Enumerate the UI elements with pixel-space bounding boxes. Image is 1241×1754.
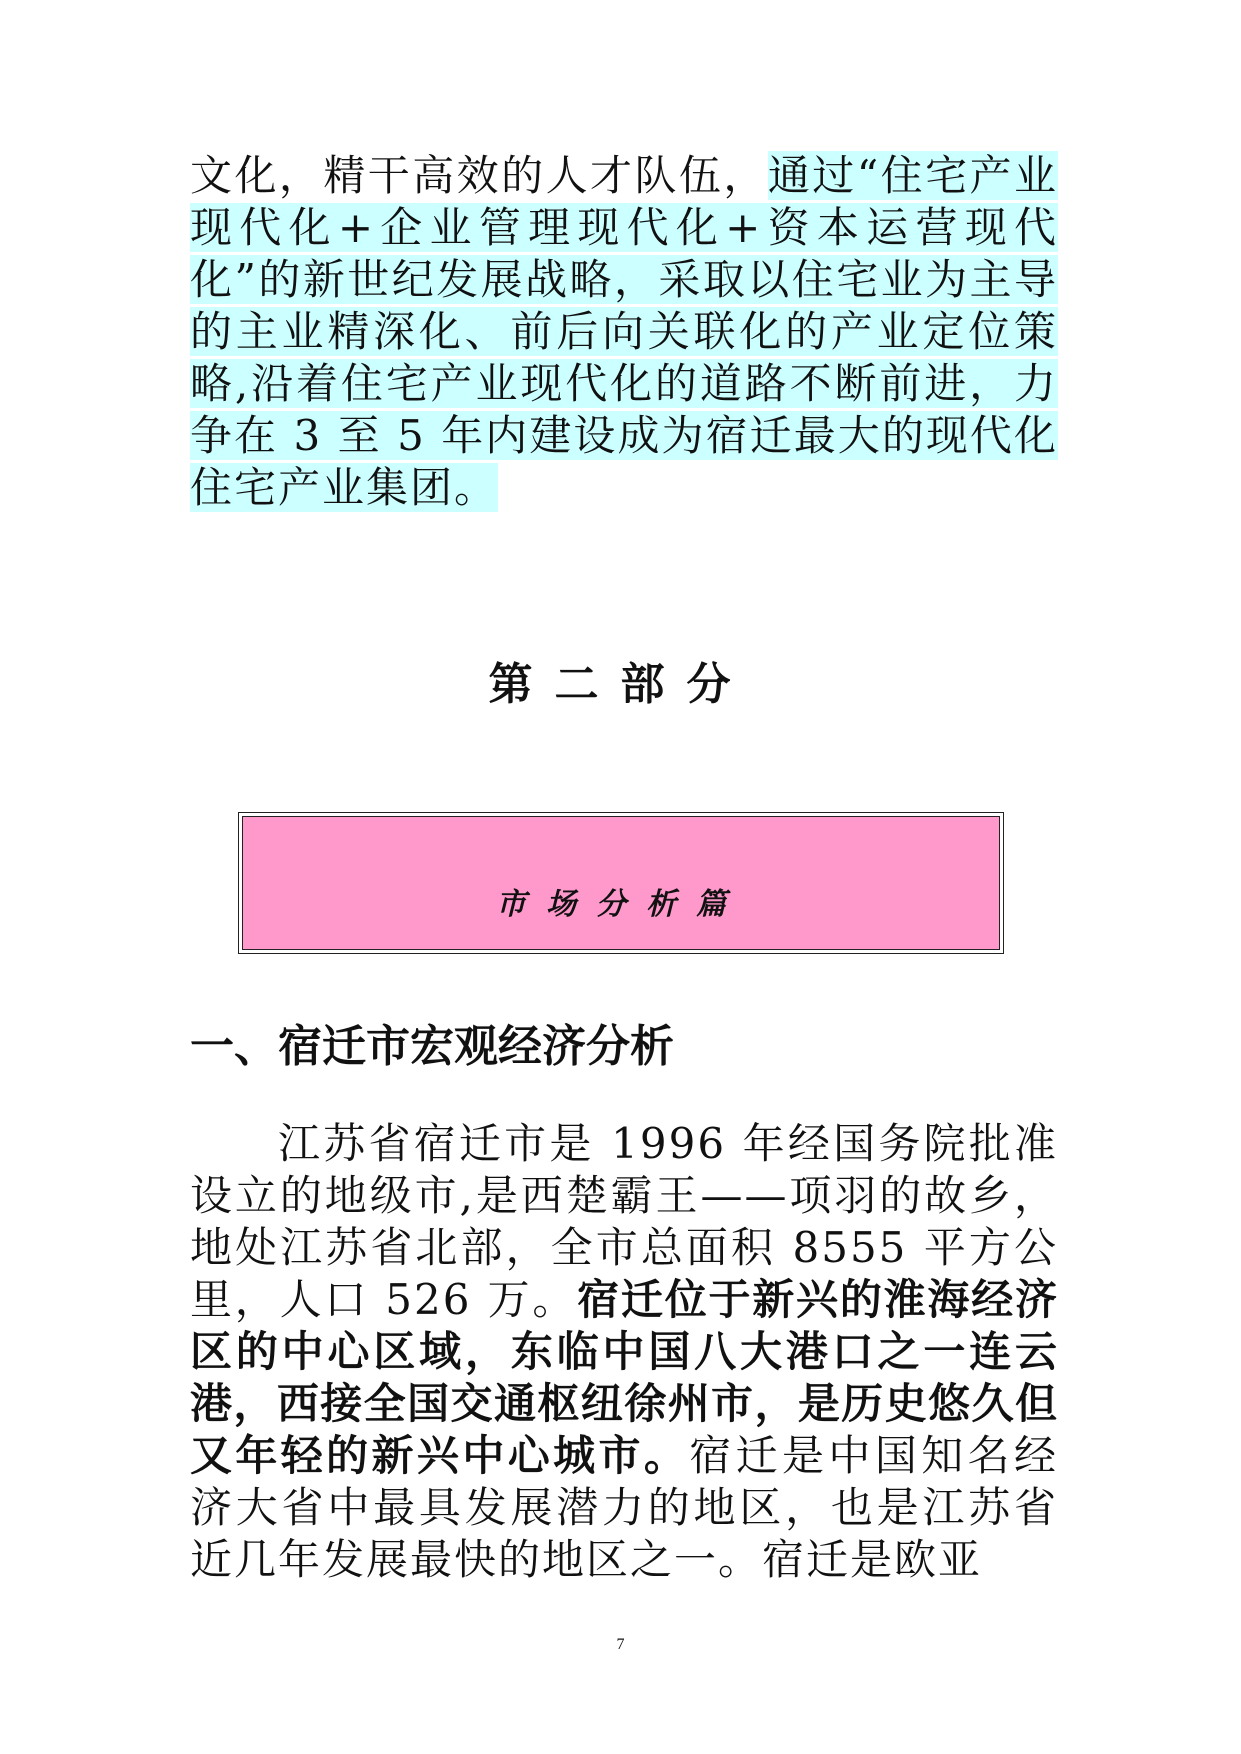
section-banner-text: 市场分析篇 bbox=[496, 887, 746, 922]
body-text-part2: 宿迁是中国知名经济大省中最具发展潜力的地区，也是江苏省近几年发展最快的地区之一。宿迁是欧亚 bbox=[190, 1431, 1058, 1584]
intro-paragraph bbox=[190, 150, 1058, 514]
section-heading: 一、宿迁市宏观经济分析 bbox=[190, 1021, 674, 1072]
body-paragraph bbox=[190, 1118, 1058, 1586]
intro-highlighted-text: 通过“住宅产业现代化+企业管理现代化+资本运营现代化”的新世纪发展战略，采取以住宅业为主导的主业精深化、前后向关联化的产业定位策略,沿着住宅产业现代化的道路不断前进，力争在 3 至 5 年内建设成为宿迁最大的现代化住宅产业集团。 bbox=[190, 151, 1058, 512]
body-text-part1: 江苏省宿迁市是 1996 年经国务院批准设立的地级市,是西楚霸王——项羽的故乡，地处江苏省北部，全市总面积 8555 平方公里，人口 526 万。 bbox=[190, 1119, 1058, 1324]
section-banner bbox=[238, 812, 1004, 954]
section-banner-fill bbox=[242, 816, 1000, 950]
page-number: 7 bbox=[616, 1636, 625, 1653]
body-bold-text: 宿迁位于新兴的淮海经济区的中心区域，东临中国八大港口之一连云港，西接全国交通枢纽徐州市，是历史悠久但又年轻的新兴中心城市。 bbox=[190, 1275, 1058, 1480]
part-title: 第二部分 bbox=[488, 659, 753, 710]
intro-plain-text: 文化，精干高效的人才队伍， bbox=[190, 151, 768, 200]
